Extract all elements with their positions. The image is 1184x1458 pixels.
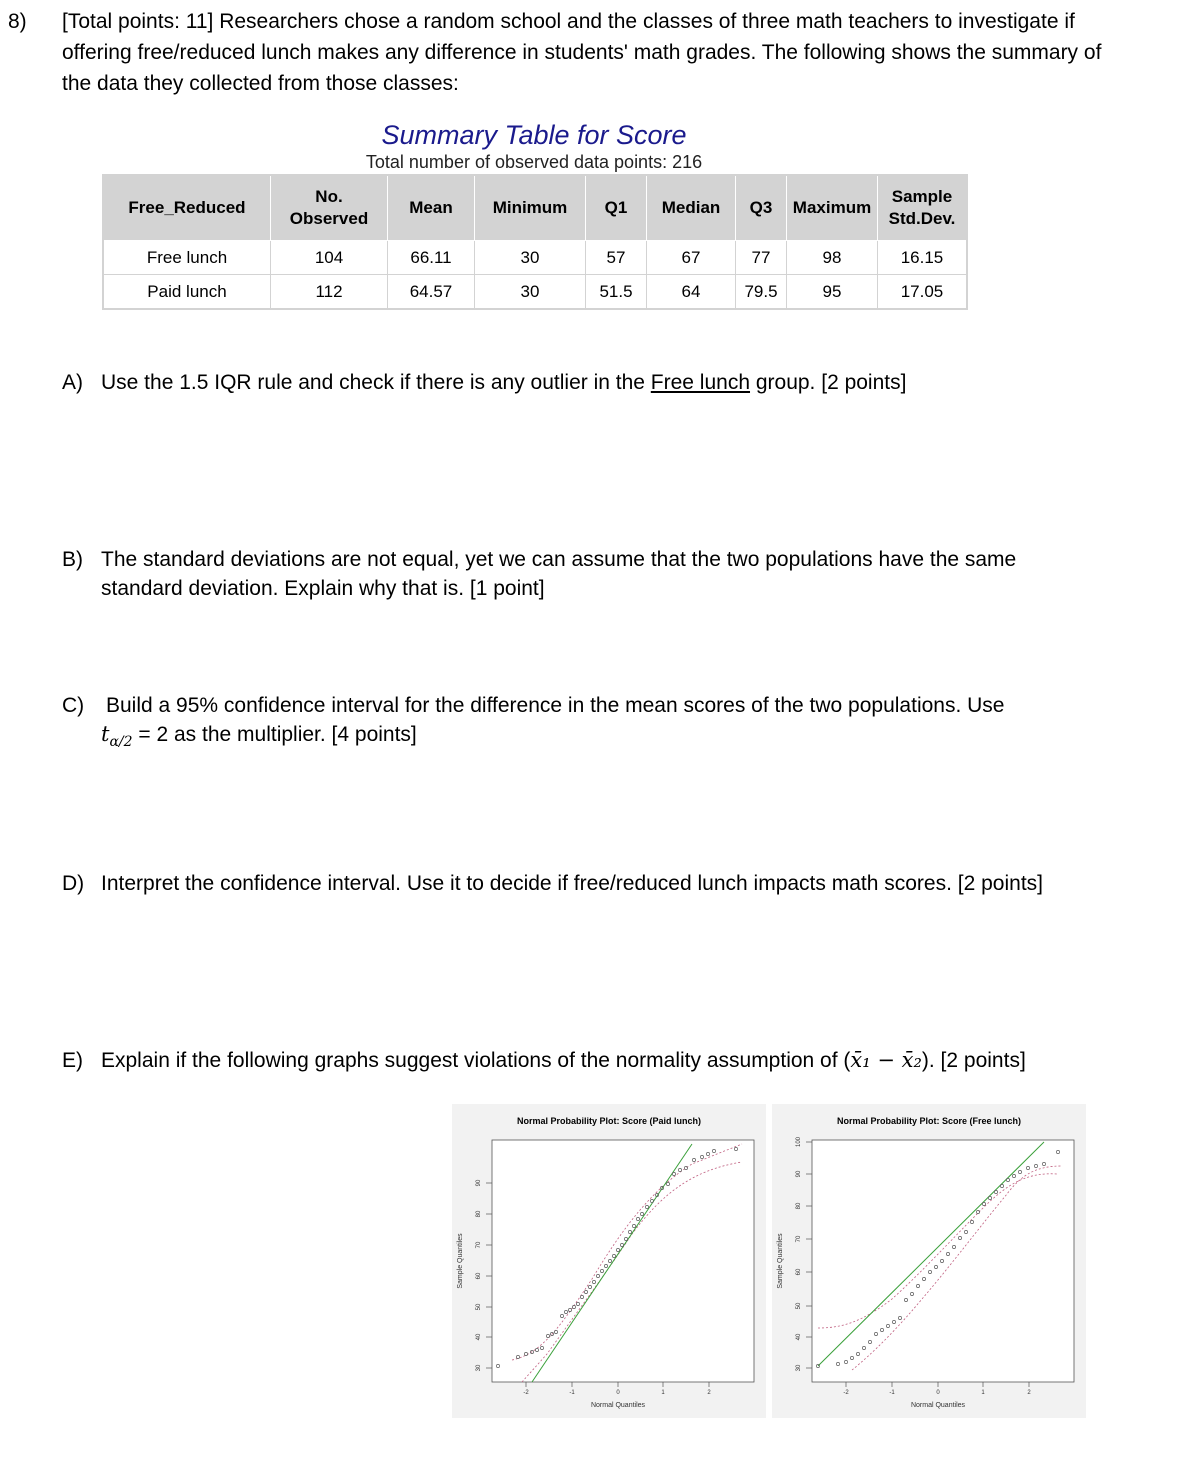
part-e-label: E): [62, 1049, 83, 1072]
part-a-text: [101, 368, 1141, 397]
table-subtitle: Total number of observed data points: 216: [365, 152, 703, 172]
part-d-text: Interpret the confidence interval. Use it to decide if free/reduced lunch impacts math scores. [2 points]: [101, 872, 1043, 895]
part-a-underlined: Free lunch: [650, 371, 751, 394]
x-tick-label: 1: [981, 1390, 985, 1396]
y-axis: [457, 1179, 492, 1371]
part-a-text-after: group. [2 points]: [750, 371, 907, 394]
qq-plot-paid-svg: [452, 1104, 766, 1418]
table-header-row: [103, 175, 967, 241]
y-tick-label: 60: [796, 1268, 802, 1276]
y-tick-label: 100: [796, 1136, 802, 1148]
x-tick-label: 2: [707, 1390, 711, 1396]
x-tick-label: -2: [523, 1390, 529, 1396]
part-c-text: Build a 95% confidence interval for the difference in the mean scores of the two populations. Use: [106, 694, 1005, 717]
col-no-observed: No. Observed: [271, 175, 388, 241]
x-tick-label: -1: [889, 1390, 895, 1396]
table-cell: 16.15: [878, 241, 968, 275]
col-q1: Q1: [586, 175, 647, 241]
part-e-text-before: Explain if the following graphs suggest violations of the normality assumption of (: [101, 1049, 851, 1072]
part-a-text-before: Use the 1.5 IQR rule and check if there is any outlier in the: [101, 371, 651, 394]
table-cell: 104: [271, 241, 388, 275]
table-cell: 57: [586, 241, 647, 275]
part-e-text: [101, 1046, 1171, 1075]
table-cell: 112: [271, 275, 388, 310]
plot-title: Normal Probability Plot: Score (Paid lunch): [516, 1116, 702, 1126]
col-minimum: Minimum: [475, 175, 586, 241]
part-a-label: A): [62, 371, 83, 394]
x-tick-label: 2: [1027, 1390, 1031, 1396]
part-c-text-after: = 2 as the multiplier. [4 points]: [132, 723, 417, 746]
table-cell: 95: [787, 275, 878, 310]
question-number: 8): [8, 10, 27, 33]
x-tick-label: 1: [661, 1390, 665, 1396]
y-axis: [777, 1136, 812, 1371]
plot-frame: [492, 1140, 754, 1382]
table-cell: 17.05: [878, 275, 968, 310]
summary-table: [102, 174, 968, 310]
table-row: [103, 275, 967, 310]
col-mean: Mean: [388, 175, 475, 241]
table-cell: 30: [475, 241, 586, 275]
y-tick-label: 70: [476, 1241, 482, 1249]
table-cell: 51.5: [586, 275, 647, 310]
y-tick-label: 80: [796, 1202, 802, 1210]
table-cell: 98: [787, 241, 878, 275]
plot-title: Normal Probability Plot: Score (Free lunch): [836, 1116, 1022, 1126]
part-b-label: B): [62, 548, 83, 571]
t-symbol: t: [101, 722, 110, 746]
col-std-dev: Sample Std.Dev.: [878, 175, 968, 241]
y-tick-label: 60: [476, 1272, 482, 1280]
y-tick-label: 30: [796, 1364, 802, 1372]
table-cell: 64: [647, 275, 736, 310]
x-axis: [843, 1382, 1031, 1409]
y-tick-label: 40: [476, 1333, 482, 1341]
part-e-math: x̄₁ − x̄₂: [850, 1048, 922, 1072]
table-cell: Paid lunch: [103, 275, 271, 310]
y-tick-label: 90: [796, 1170, 802, 1178]
table-cell: 66.11: [388, 241, 475, 275]
x-tick-label: 0: [616, 1390, 620, 1396]
y-axis-label: Sample Quantiles: [457, 1233, 464, 1289]
table-cell: 77: [736, 241, 787, 275]
col-median: Median: [647, 175, 736, 241]
question-intro: [Total points: 11] Researchers chose a random school and the classes of three math teachers to investigate if offering free/reduced lunch makes any difference in students' math grades. The following shows the summary of the data they collected from those classes:: [62, 10, 1102, 95]
table-row: [103, 241, 967, 275]
part-c-label: C): [62, 694, 85, 717]
part-c-multiplier-line: [101, 720, 701, 757]
y-tick-label: 50: [796, 1302, 802, 1310]
qq-plot-paid-lunch: [452, 1104, 766, 1418]
col-maximum: Maximum: [787, 175, 878, 241]
part-e-text-after: ). [2 points]: [921, 1049, 1026, 1072]
t-subscript: α/2: [109, 734, 133, 751]
x-tick-label: -1: [569, 1390, 575, 1396]
table-cell: 67: [647, 241, 736, 275]
plot-frame: [812, 1140, 1074, 1382]
col-free-reduced: Free_Reduced: [103, 175, 271, 241]
part-d-label: D): [62, 872, 85, 895]
y-tick-label: 90: [476, 1179, 482, 1187]
x-axis: [523, 1382, 711, 1409]
x-tick-label: -2: [843, 1390, 849, 1396]
y-tick-label: 40: [796, 1333, 802, 1341]
x-axis-label: Normal Quantiles: [910, 1402, 966, 1409]
y-tick-label: 50: [476, 1303, 482, 1311]
qq-plot-free-lunch: [772, 1104, 1086, 1418]
qq-plot-free-svg: [772, 1104, 1086, 1418]
x-axis-label: Normal Quantiles: [590, 1402, 646, 1409]
y-axis-label: Sample Quantiles: [777, 1233, 784, 1289]
y-tick-label: 80: [476, 1210, 482, 1218]
y-tick-label: 30: [476, 1364, 482, 1372]
table-cell: 30: [475, 275, 586, 310]
part-b-text: The standard deviations are not equal, yet we can assume that the two populations have the same standard deviation. Explain why that is. [1 point]: [101, 548, 1017, 600]
col-q3: Q3: [736, 175, 787, 241]
table-title: Summary Table for Score: [381, 120, 687, 150]
table-cell: Free lunch: [103, 241, 271, 275]
table-cell: 79.5: [736, 275, 787, 310]
y-tick-label: 70: [796, 1235, 802, 1243]
x-tick-label: 0: [936, 1390, 940, 1396]
table-cell: 64.57: [388, 275, 475, 310]
